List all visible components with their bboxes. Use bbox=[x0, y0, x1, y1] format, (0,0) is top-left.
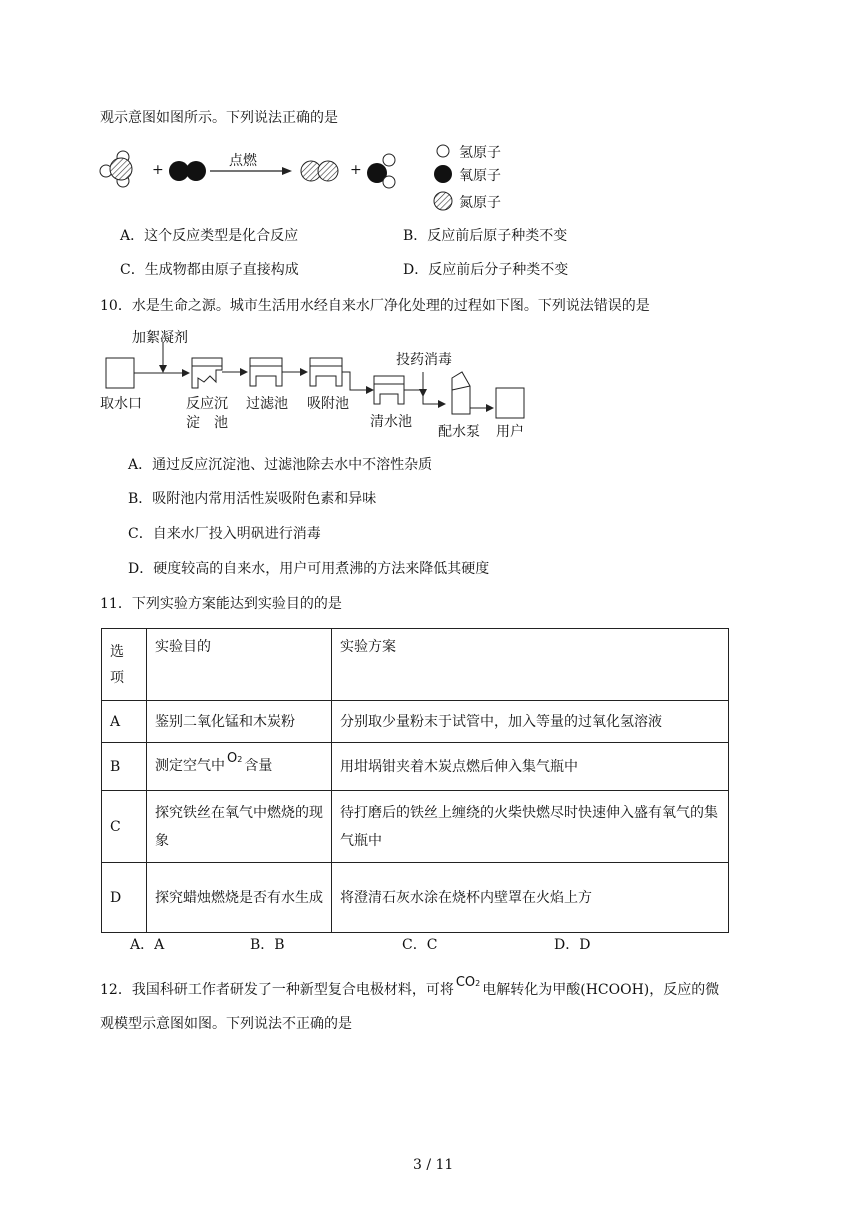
row-plan: 待打磨后的铁丝上缠绕的火柴快燃尽时快速伸入盛有氧气的集气瓶中 bbox=[332, 791, 729, 863]
label-coagulant: 加絮凝剂 bbox=[132, 330, 188, 346]
oxygen-molecule bbox=[169, 161, 206, 181]
experiment-table bbox=[101, 628, 729, 933]
oxygen-formula: O2 bbox=[227, 750, 243, 766]
q10-option-a: A．通过反应沉淀池、过滤池除去水中不溶性杂质 bbox=[128, 457, 433, 473]
clear-water-tank bbox=[374, 376, 404, 404]
adsorption-tank bbox=[310, 358, 342, 386]
table-row bbox=[102, 863, 729, 933]
row-plan: 将澄清石灰水涂在烧杯内壁罩在火焰上方 bbox=[332, 863, 729, 933]
label-disinfect: 投药消毒 bbox=[396, 352, 452, 368]
q11-stem: 11．下列实验方案能达到实验目的的是 bbox=[100, 596, 342, 612]
reaction-condition: 点燃 bbox=[229, 153, 257, 169]
q12-stem-line-2: 观模型示意图如图。下列说法不正确的是 bbox=[100, 1016, 352, 1032]
label-sediment-1: 反应沉 bbox=[186, 396, 228, 412]
q9-option-a: A．这个反应类型是化合反应 bbox=[120, 228, 299, 244]
header-plan: 实验方案 bbox=[332, 629, 729, 701]
water-molecule bbox=[367, 154, 395, 188]
q10-option-c: C．自来水厂投入明矾进行消毒 bbox=[128, 526, 321, 542]
oxygen-legend-icon bbox=[434, 165, 452, 183]
row-purpose: 鉴别二氧化锰和木炭粉 bbox=[147, 701, 332, 743]
arrow-head-icon bbox=[282, 167, 292, 175]
table-row bbox=[102, 701, 729, 743]
ammonia-molecule bbox=[100, 151, 132, 187]
table-header-row bbox=[102, 629, 729, 701]
nitrogen-legend-icon bbox=[434, 192, 452, 210]
q9-option-b: B．反应前后原子种类不变 bbox=[403, 228, 568, 244]
page-number: 3 / 11 bbox=[413, 1157, 454, 1173]
q11-answer-a: A．A bbox=[130, 937, 165, 953]
label-intake: 取水口 bbox=[100, 396, 142, 412]
q10-option-b: B．吸附池内常用活性炭吸附色素和异味 bbox=[128, 491, 377, 507]
row-plan: 分别取少量粉末于试管中，加入等量的过氧化氢溶液 bbox=[332, 701, 729, 743]
table-row bbox=[102, 791, 729, 863]
water-pump bbox=[452, 372, 470, 414]
header-purpose: 实验目的 bbox=[147, 629, 332, 701]
nitrogen-molecule bbox=[301, 161, 338, 181]
q12-stem-line-1: 12．我国科研工作者研发了一种新型复合电极材料，可将 CO2 电解转化为甲酸(HCOOH)，反应的微 bbox=[100, 975, 720, 998]
legend-oxygen: 氧原子 bbox=[459, 168, 501, 184]
header-option: 选 项 bbox=[102, 629, 147, 701]
row-plan: 用坩埚钳夹着木炭点燃后伸入集气瓶中 bbox=[332, 743, 729, 791]
table-row bbox=[102, 743, 729, 791]
legend-hydrogen: 氢原子 bbox=[459, 145, 501, 161]
row-option: D bbox=[102, 863, 147, 933]
label-pump: 配水泵 bbox=[438, 424, 480, 440]
q9-intro: 观示意图如图所示。下列说法正确的是 bbox=[100, 110, 338, 126]
user-box bbox=[496, 388, 524, 418]
row-option: A bbox=[102, 701, 147, 743]
co2-formula: CO2 bbox=[455, 975, 481, 990]
label-user: 用户 bbox=[496, 424, 524, 440]
intake-box bbox=[106, 358, 134, 388]
row-purpose: 探究蜡烛燃烧是否有水生成 bbox=[147, 863, 332, 933]
row-purpose: 探究铁丝在氧气中燃烧的现象 bbox=[147, 791, 332, 863]
row-option: B bbox=[102, 743, 147, 791]
label-filter: 过滤池 bbox=[246, 396, 288, 412]
legend-nitrogen: 氮原子 bbox=[459, 195, 501, 211]
filter-tank bbox=[250, 358, 282, 386]
row-purpose: 测定空气中 O2 含量 bbox=[147, 743, 332, 791]
sediment-tank bbox=[192, 358, 222, 388]
q11-answer-b: B．B bbox=[250, 937, 285, 953]
label-clear-tank: 清水池 bbox=[370, 414, 412, 430]
plus-sign: + bbox=[152, 162, 164, 178]
row-option: C bbox=[102, 791, 147, 863]
q9-option-c: C．生成物都由原子直接构成 bbox=[120, 262, 299, 278]
q11-answer-d: D．D bbox=[554, 937, 591, 953]
q9-option-d: D．反应前后分子种类不变 bbox=[403, 262, 569, 278]
plus-sign: + bbox=[350, 162, 362, 178]
q11-answer-c: C．C bbox=[402, 937, 438, 953]
hydrogen-legend-icon bbox=[437, 145, 449, 157]
label-sediment-2: 淀 池 bbox=[186, 415, 228, 431]
label-adsorb: 吸附池 bbox=[307, 396, 349, 412]
q10-option-d: D．硬度较高的自来水，用户可用煮沸的方法来降低其硬度 bbox=[128, 561, 490, 577]
q10-stem: 10．水是生命之源。城市生活用水经自来水厂净化处理的过程如下图。下列说法错误的是 bbox=[100, 298, 650, 314]
